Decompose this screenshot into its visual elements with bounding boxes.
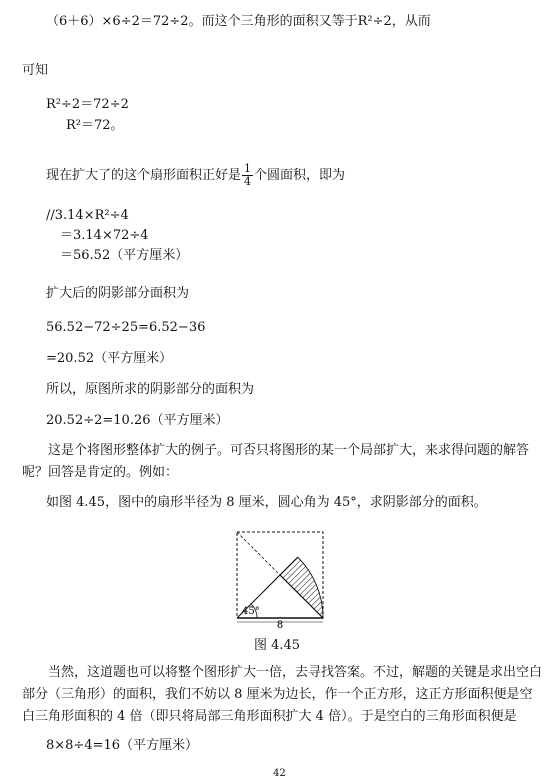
fraction-denominator: 4: [244, 175, 252, 188]
text-line-6: //3.14×R²÷4: [46, 208, 129, 223]
fraction-numerator: 1: [244, 162, 252, 175]
paragraph-3: 当然，这道题也可以将整个图形扩大一倍，去寻找答案。不过，解题的关键是求出空白部分（三角形）的面积，我们不妨以 8 厘米为边长，作一个正方形，这正方形面积便是空白三角形面积的 4 倍（即只将局部三角形面积扩大 4 倍）。于是空白的三角形面积便是: [22, 665, 543, 724]
paragraph-2: 如图 4.45，图中的扇形半径为 8 厘米，圆心角为 45°，求阴影部分的面积。: [46, 495, 487, 510]
paragraph-1: 这是个将图形整体扩大的例子。可否只将图形的某一个局部扩大，来求得问题的解答呢？回答是肯定的。例如：: [22, 443, 530, 480]
figure-caption: 图 4.45: [254, 638, 301, 653]
text-line-5: [46, 163, 345, 188]
text-line-5-start: 现在扩大了的这个扇形面积正好是: [46, 168, 242, 183]
text-line-7: ＝3.14×72÷4: [60, 228, 149, 243]
text-line-8: ＝56.52（平方厘米）: [60, 248, 189, 263]
text-line-13: 20.52÷2=10.26（平方厘米）: [46, 413, 229, 428]
figure-4-45: [225, 528, 335, 628]
shaded-region: [280, 557, 323, 618]
angle-label: 45°: [242, 606, 260, 617]
text-line-5-end: 个圆面积，即为: [254, 168, 346, 183]
text-line-2: 可知: [22, 63, 49, 78]
text-line-last: 8×8÷4=16（平方厘米）: [46, 738, 199, 753]
fraction-one-quarter: [242, 163, 253, 188]
page-number: 42: [273, 768, 286, 779]
text-line-11: =20.52（平方厘米）: [46, 351, 173, 366]
text-line-1: （6＋6）×6÷2＝72÷2。而这个三角形的面积又等于R²÷2，从而: [46, 14, 431, 29]
text-line-3: R²÷2＝72÷2: [46, 97, 129, 112]
text-line-9: 扩大后的阴影部分面积为: [46, 286, 190, 301]
text-line-12: 所以，原图所求的阴影部分的面积为: [46, 382, 255, 397]
text-line-4: R²＝72。: [66, 118, 124, 133]
text-line-10: 56.52−72÷25=6.52−36: [46, 320, 206, 335]
side-length-label: 8: [276, 620, 284, 628]
